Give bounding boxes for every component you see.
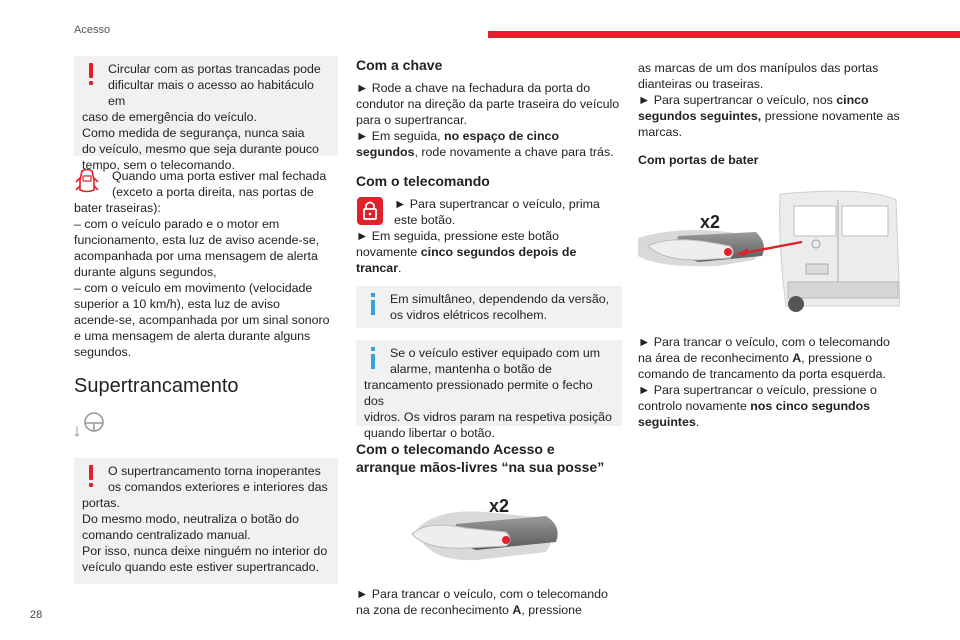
door-open-warning <box>74 168 338 360</box>
press-twice-label: x2 <box>700 212 721 232</box>
warning-box <box>74 56 338 172</box>
text-line: segundos seguintes, pressione novamente as <box>638 109 900 123</box>
text-line: na zona de reconhecimento A, pressione <box>356 603 582 617</box>
info-line: trancamento pressionado permite o fecho dos <box>364 378 593 408</box>
warning-line: comando centralizado manual. <box>82 528 251 542</box>
info-box <box>356 286 622 328</box>
warning-line: tempo, sem o telecomando. <box>82 158 235 172</box>
text-line: ► Para supertrancar o veículo, nos cinco <box>638 93 869 107</box>
heading-acesso-maos-livres: Com o telecomando Acesso e arranque mãos-livres “na sua posse” <box>356 441 605 475</box>
warning-exclamation-icon <box>88 465 94 487</box>
door-line: superior a 10 km/h), esta luz de aviso <box>74 297 280 311</box>
steering-wheel-icon <box>74 410 108 440</box>
text-line: controlo novamente nos cinco segundos <box>638 399 871 413</box>
supertrancar-paragraph <box>638 60 902 140</box>
page-number: 28 <box>30 609 43 621</box>
door-open-warning-light-icon <box>74 168 100 196</box>
text-line: ► Rode a chave na fechadura da porta do <box>356 81 591 95</box>
text-line: comando de trancamento da porta esquerda. <box>638 367 886 381</box>
text-line: as marcas de um dos manípulos das portas <box>638 61 879 75</box>
text-line: ► Em seguida, no espaço de cinco <box>356 129 560 143</box>
warning-line: Como medida de segurança, nunca saia <box>82 126 305 140</box>
info-line: Em simultâneo, dependendo da versão, <box>390 292 610 306</box>
info-line: Se o veículo estiver equipado com um <box>390 346 601 360</box>
info-line: quando libertar o botão. <box>364 426 495 440</box>
door-line: – com o veículo em movimento (velocidade <box>74 281 313 295</box>
section-heading: Supertrancamento <box>74 375 239 397</box>
warning-line: caso de emergência do veículo. <box>82 110 257 124</box>
warning-line: portas. <box>82 496 120 510</box>
text-line: este botão. <box>394 213 456 227</box>
text-line: ► Para supertrancar o veículo, pressione o <box>638 383 877 397</box>
text-line: para o supertrancar. <box>356 113 467 127</box>
column-1 <box>74 56 338 596</box>
rear-doors-figure <box>638 186 900 316</box>
heading-portas-de-bater: Com portas de bater <box>638 153 759 167</box>
heading-com-o-telecomando: Com o telecomando <box>356 173 490 189</box>
door-line: Quando uma porta estiver mal fechada <box>112 169 327 183</box>
warning-line: O supertrancamento torna inoperantes <box>108 464 321 478</box>
info-line: alarme, mantenha o botão de <box>390 362 552 376</box>
text-line: ► Para supertrancar o veículo, prima <box>394 197 600 211</box>
header-red-bar <box>488 31 960 38</box>
info-line: os vidros elétricos recolhem. <box>390 308 548 322</box>
header-section-title: Acesso <box>74 24 111 36</box>
warning-line: dificultar mais o acesso ao habitáculo em <box>108 78 314 108</box>
lock-button-icon <box>356 196 384 226</box>
door-line: durante alguns segundos, <box>74 265 217 279</box>
door-line: (exceto a porta direita, nas portas de <box>112 185 314 199</box>
warning-line: do veículo, mesmo que seja durante pouco <box>82 142 319 156</box>
warning-line: veículo quando este estiver supertrancado. <box>82 560 319 574</box>
info-icon <box>370 347 376 369</box>
press-twice-label: x2 <box>489 496 510 516</box>
acesso-paragraph <box>356 586 622 618</box>
text-line: na área de reconhecimento A, pressione o <box>638 351 873 365</box>
text-line: novamente cinco segundos depois de trancar. <box>356 245 577 275</box>
chave-paragraph <box>356 80 622 160</box>
door-line: bater traseiras): <box>74 201 161 215</box>
text-line: marcas. <box>638 125 683 139</box>
text-line: condutor na direção da parte traseira do veículo <box>356 97 620 111</box>
text-line: dianteiras ou traseiras. <box>638 77 764 91</box>
door-line: segundos. <box>74 345 132 359</box>
column-2 <box>356 56 622 618</box>
text-line: ► Para trancar o veículo, com o telecomando <box>638 335 890 349</box>
door-line: e uma mensagem de alerta durante alguns <box>74 329 311 343</box>
heading-com-a-chave: Com a chave <box>356 57 443 73</box>
door-line: acompanhada por uma mensagem de alerta <box>74 249 318 263</box>
info-icon <box>370 293 376 315</box>
door-line: acende-se, acompanhada por um sinal sonoro <box>74 313 330 327</box>
door-handle-figure <box>356 490 622 566</box>
warning-box <box>74 458 338 584</box>
door-line: – com o veículo parado e o motor em <box>74 217 280 231</box>
warning-line: Por isso, nunca deixe ninguém no interior do <box>82 544 328 558</box>
warning-line: Circular com as portas trancadas pode <box>108 62 321 76</box>
text-line: ► Para trancar o veículo, com o telecomando <box>356 587 608 601</box>
warning-exclamation-icon <box>88 63 94 85</box>
portas-paragraph <box>638 334 902 430</box>
text-line: seguintes. <box>638 415 700 429</box>
text-line: ► Em seguida, pressione este botão <box>356 229 560 243</box>
text-line: segundos, rode novamente a chave para trás. <box>356 145 614 159</box>
info-box <box>356 340 622 440</box>
warning-line: os comandos exteriores e interiores das <box>108 480 328 494</box>
info-line: vidros. Os vidros param na respetiva posição <box>364 410 612 424</box>
column-3 <box>638 60 902 430</box>
telecomando-paragraph <box>356 196 622 276</box>
warning-line: Do mesmo modo, neutraliza o botão do <box>82 512 299 526</box>
door-line: funcionamento, esta luz de aviso acende-se, <box>74 233 320 247</box>
